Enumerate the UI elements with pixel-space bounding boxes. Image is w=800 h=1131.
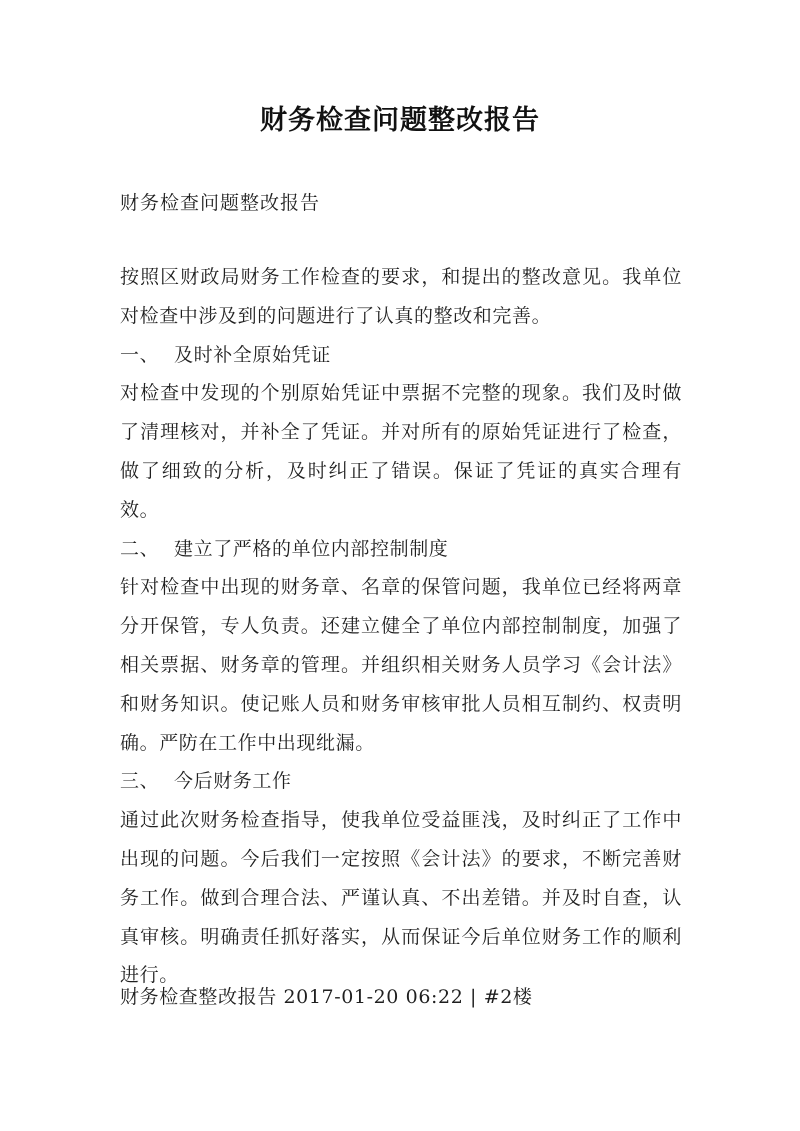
section-heading-3: [120, 762, 682, 801]
document-footer: [120, 982, 533, 1009]
section-heading-2: [120, 530, 682, 569]
document-title: 财务检查问题整改报告: [260, 105, 540, 136]
footer-datetime: 2017-01-20 06:22: [283, 986, 464, 1008]
section-body-3: 通过此次财务检查指导，使我单位受益匪浅，及时纠正了工作中出现的问题。今后我们一定按照《会计法》的要求，不断完善财务工作。做到合理合法、严谨认真、不出差错。并及时自查，认真审核。明确责任抓好落实，从而保证今后单位财务工作的顺利进行。: [120, 809, 682, 987]
section-number-3: 三、: [120, 770, 160, 793]
footer-label: 财务检查整改报告: [120, 986, 277, 1008]
footer-separator: |: [470, 986, 478, 1008]
document-subtitle: 财务检查问题整改报告: [120, 192, 321, 214]
intro-paragraph: 按照区财政局财务工作检查的要求，和提出的整改意见。我单位对检查中涉及到的问题进行了认真的整改和完善。: [120, 266, 682, 327]
section-number-2: 二、: [120, 537, 160, 560]
section-heading-text-1: 及时补全原始凭证: [174, 343, 331, 366]
section-heading-text-2: 建立了严格的单位内部控制制度: [174, 537, 449, 560]
footer-floor: #2楼: [483, 986, 533, 1008]
section-number-1: 一、: [120, 343, 160, 366]
section-body-1: 对检查中发现的个别原始凭证中票据不完整的现象。我们及时做了清理核对，并补全了凭证。并对所有的原始凭证进行了检查，做了细致的分析，及时纠正了错误。保证了凭证的真实合理有效。: [120, 382, 682, 521]
section-heading-1: [120, 336, 682, 375]
document-body: [120, 258, 682, 995]
section-heading-text-3: 今后财务工作: [174, 770, 292, 793]
section-body-2: 针对检查中出现的财务章、名章的保管问题，我单位已经将两章分开保管，专人负责。还建立健全了单位内部控制制度，加强了相关票据、财务章的管理。并组织相关财务人员学习《会计法》和财务知识。使记账人员和财务审核审批人员相互制约、权责明确。严防在工作中出现纰漏。: [120, 576, 682, 754]
